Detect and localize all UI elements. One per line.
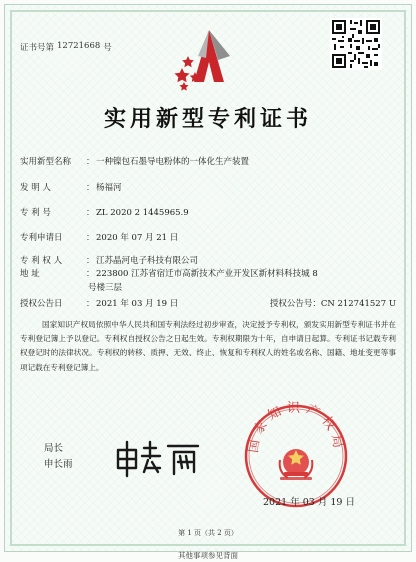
cnipa-emblem-icon [170,16,248,94]
seal-date: 2021 年 03 月 19 日 [263,497,355,508]
director-title: 局长 [44,443,64,454]
field-utility-model-name: 实用新型名称 ： 一种镍包石墨导电粉体的一体化生产装置 [20,157,250,167]
qr-code-icon [330,18,382,70]
field-inventor: 发 明 人 ： 杨福河 [20,183,122,193]
footer-note: 其他事项参见背面 [178,551,238,560]
svg-text:国家知识产权局: 国家知识产权局 [246,400,346,454]
field-address-continued: 号楼三层 [88,283,123,293]
director-name: 申长雨 [44,459,73,470]
field-patent-number: 专 利 号 ： ZL 2020 2 1445965.9 [20,208,189,218]
field-application-date: 专利申请日 ： 2020 年 07 月 21 日 [20,233,179,243]
certificate-number: 证书号第 12721668 号 [20,41,112,53]
certificate-title: 实用新型专利证书 [103,106,312,132]
field-grant-date: 授权公告日 ： 2021 年 03 月 19 日 授权公告号：CN 212741527 U [20,299,396,309]
field-address: 地 址 ： 223800 江苏省宿迁市高新技术产业开发区新材料科技城 8 [20,269,318,279]
certificate-body-text: 国家知识产权局依照中华人民共和国专利法经过初步审查，决定授予专利权，颁发实用新型专利证书并在专利登记簿上予以登记。专利权自授权公告之日起生效。专利权期限为十年，自申请日起算。专利证书记载专利权登记时的法律状况。专利权的转移、质押、无效、终止、恢复和专利权人的姓名或名称、国籍、地址变更等事项记载在专利登记簿上。 [20,320,396,372]
announcement-number: 授权公告号：CN 212741527 U [269,299,396,309]
page-number: 第 1 页（共 2 页） [178,529,238,537]
official-seal-icon [240,400,352,508]
field-patentee: 专 利 权 人 ： 江苏晶河电子科技有限公司 [20,256,199,266]
director-signature-icon [112,438,204,480]
